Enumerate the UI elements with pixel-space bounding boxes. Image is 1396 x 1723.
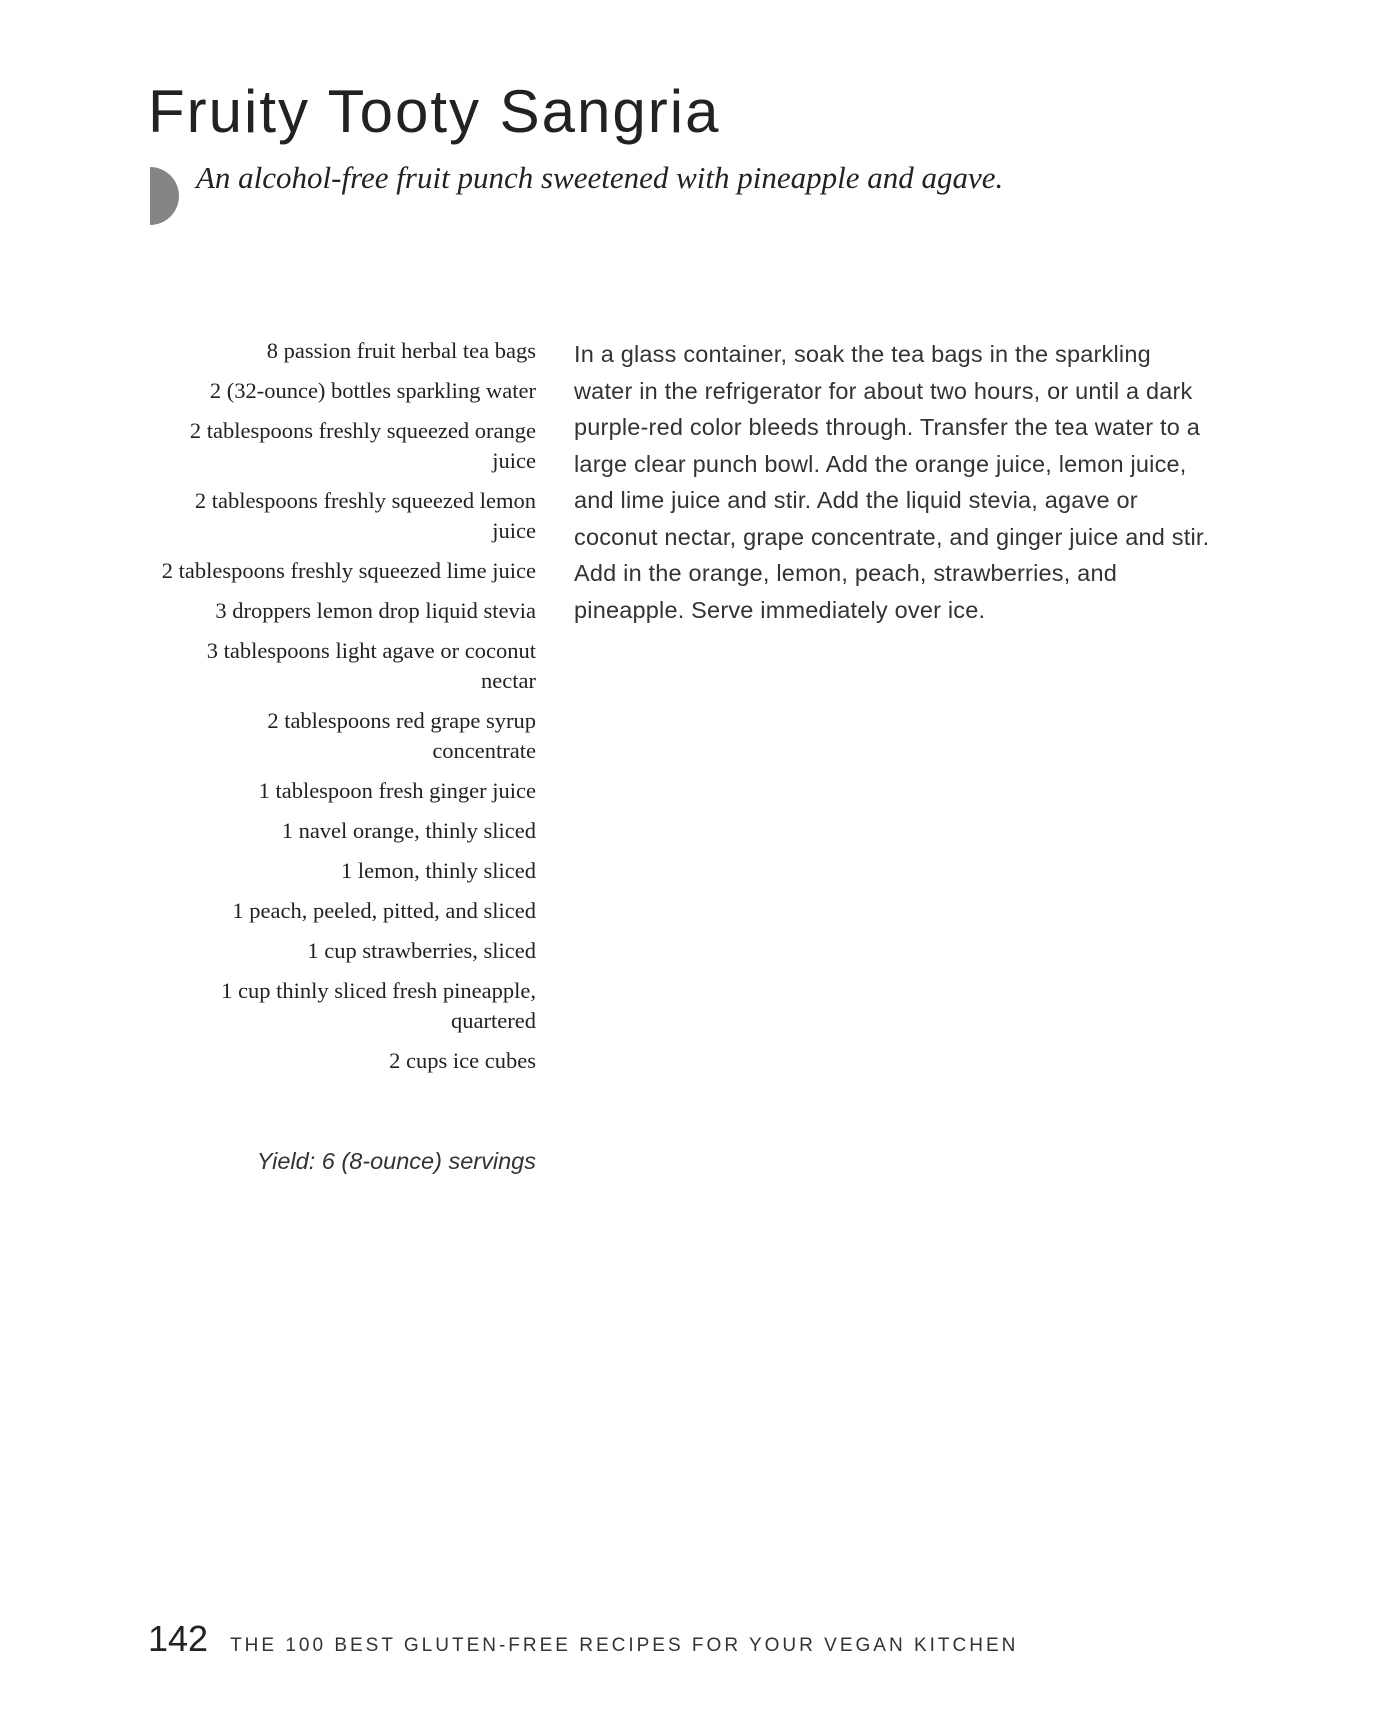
recipe-directions: In a glass container, soak the tea bags in the sparkling water in the refrigerator for about two hours, or until a dark purple-red color bleeds through. Transfer the tea water to a large clear punch bowl. Add the orange juice, lemon juice, and lime juice and stir. Add the liquid stevia, agave or coconut nectar, grape concentrate, and ginger juice and stir. Add in the orange, lemon, peach, strawberries, and pineapple. Serve immediately over ice.	[574, 341, 1210, 623]
ingredient-item: 1 navel orange, thinly sliced	[281, 818, 536, 843]
ingredient-item: 2 (32-ounce) bottles sparkling water	[209, 378, 536, 403]
ingredient-item: 8 passion fruit herbal tea bags	[266, 338, 536, 363]
recipe-yield: Yield: 6 (8-ounce) servings	[256, 1148, 536, 1174]
ingredient-item: 3 tablespoons light agave or coconut nectar	[206, 638, 536, 693]
page-number: 142	[148, 1618, 209, 1659]
ingredient-item: 2 tablespoons red grape syrup concentrate	[267, 708, 536, 763]
ingredient-item: 1 lemon, thinly sliced	[341, 858, 536, 883]
ingredient-item: 2 tablespoons freshly squeezed orange juice	[189, 418, 536, 473]
ingredient-item: 3 droppers lemon drop liquid stevia	[215, 598, 536, 623]
ingredient-item: 2 cups ice cubes	[389, 1048, 536, 1073]
book-title: THE 100 BEST GLUTEN-FREE RECIPES FOR YOUR VEGAN KITCHEN	[230, 1635, 1019, 1656]
half-circle-icon	[150, 167, 179, 225]
ingredient-item: 1 tablespoon fresh ginger juice	[258, 778, 536, 803]
recipe-subtitle: An alcohol-free fruit punch sweetened with pineapple and agave.	[196, 160, 1004, 195]
page-footer	[148, 1618, 1018, 1660]
ingredient-item: 2 tablespoons freshly squeezed lime juice	[161, 558, 536, 583]
ingredients-list	[160, 336, 536, 1086]
ingredient-item: 1 peach, peeled, pitted, and sliced	[232, 898, 536, 923]
ingredient-item: 1 cup thinly sliced fresh pineapple, quartered	[221, 978, 536, 1033]
ingredient-item: 2 tablespoons freshly squeezed lemon juice	[194, 488, 536, 543]
ingredient-item: 1 cup strawberries, sliced	[307, 938, 536, 963]
recipe-title: Fruity Tooty Sangria	[148, 78, 721, 145]
